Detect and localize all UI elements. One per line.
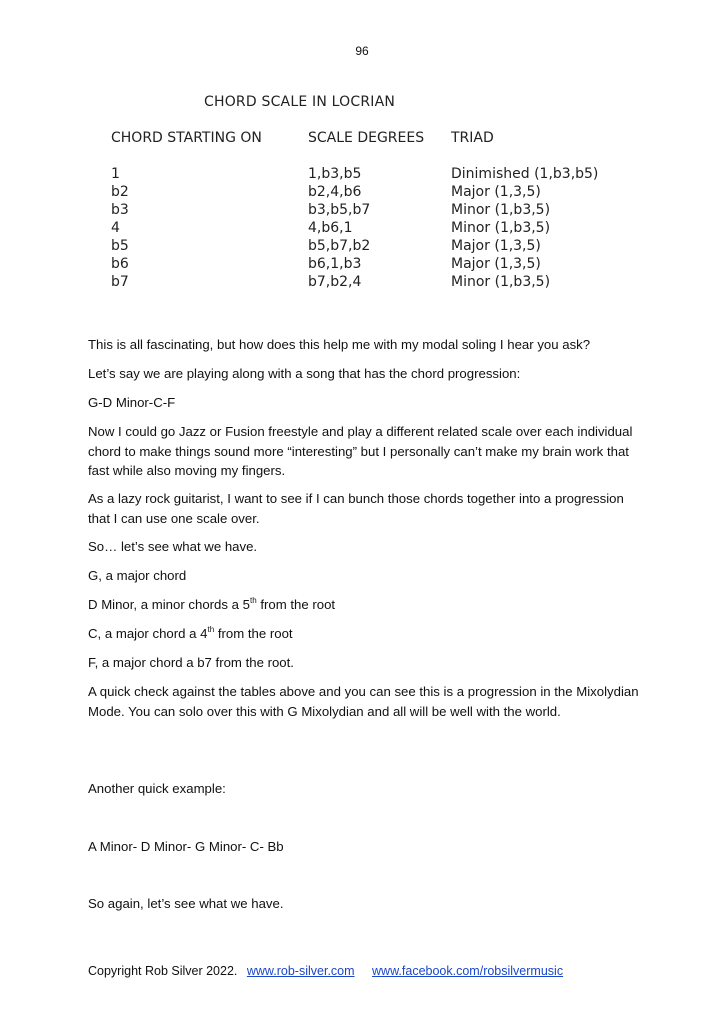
paragraph-progression-2: A Minor- D Minor- G Minor- C- Bb (88, 839, 284, 854)
cell-triad: Minor (1,b3,5) (451, 202, 551, 218)
table-title: CHORD SCALE IN LOCRIAN (204, 94, 396, 110)
cell-degrees: b2,4,b6 (308, 184, 362, 200)
table-row (0, 237, 724, 255)
paragraph-lazy-rock: As a lazy rock guitarist, I want to see if I can bunch those chords together into a progression that I can use one scale over. (88, 491, 624, 526)
header-chord-starting-on: CHORD STARTING ON (111, 130, 262, 146)
cell-triad: Minor (1,b3,5) (451, 220, 551, 236)
cell-chord: b6 (111, 256, 129, 272)
footer-website-link[interactable]: www.rob-silver.com (246, 964, 355, 978)
table-row (0, 273, 724, 291)
table-row (0, 183, 724, 201)
table-row (0, 165, 724, 183)
table-row (0, 219, 724, 237)
paragraph-d-minor (88, 595, 644, 615)
cell-degrees: 4,b6,1 (308, 220, 353, 236)
paragraph-c-major (88, 624, 644, 644)
cell-triad: Dinimished (1,b3,b5) (451, 166, 599, 182)
cell-degrees: b6,1,b3 (308, 256, 362, 272)
cell-degrees: b7,b2,4 (308, 274, 362, 290)
cell-chord: b5 (111, 238, 129, 254)
cell-triad: Major (1,3,5) (451, 184, 541, 200)
d-minor-text: D Minor, a minor chords a 5 (88, 597, 250, 612)
paragraph-lets-see: So… let’s see what we have. (88, 539, 258, 554)
cell-degrees: 1,b3,b5 (308, 166, 362, 182)
cell-triad: Minor (1,b3,5) (451, 274, 551, 290)
cell-degrees: b3,b5,b7 (308, 202, 371, 218)
paragraph-jazz-fusion: Now I could go Jazz or Fusion freestyle and play a different related scale over each individual chord to make things sound more “interesting” but I personally can’t make my brain work that fast while also moving my fingers. (88, 424, 633, 478)
footer (88, 964, 563, 978)
cell-chord: b3 (111, 202, 129, 218)
header-triad: TRIAD (451, 130, 494, 146)
c-major-text: C, a major chord a 4 (88, 626, 208, 641)
cell-chord: 1 (111, 166, 120, 182)
d-minor-superscript: th (249, 595, 257, 605)
page-number: 96 (355, 44, 369, 58)
table-row (0, 201, 724, 219)
footer-copyright: Copyright Rob Silver 2022. (88, 964, 238, 978)
paragraph-f-major: F, a major chord a b7 from the root. (88, 655, 294, 670)
paragraph-again: So again, let’s see what we have. (88, 896, 284, 911)
cell-chord: b7 (111, 274, 129, 290)
paragraph-g-major: G, a major chord (88, 568, 187, 583)
cell-degrees: b5,b7,b2 (308, 238, 371, 254)
footer-facebook-link[interactable]: www.facebook.com/robsilvermusic (372, 964, 564, 978)
paragraph-progression-intro: Let’s say we are playing along with a song that has the chord progression: (88, 366, 521, 381)
paragraph-quick-check: A quick check against the tables above and you can see this is a progression in the Mixolydian Mode. You can solo over this with G Mixolydian and all will be well with the world. (88, 684, 639, 719)
d-minor-tail: from the root (256, 597, 336, 612)
c-major-tail: from the root (214, 626, 293, 641)
cell-triad: Major (1,3,5) (451, 256, 541, 272)
header-scale-degrees: SCALE DEGREES (308, 130, 425, 146)
paragraph-another-example: Another quick example: (88, 781, 226, 796)
cell-triad: Major (1,3,5) (451, 238, 541, 254)
paragraph-progression-1: G-D Minor-C-F (88, 395, 176, 410)
paragraph-question: This is all fascinating, but how does this help me with my modal soling I hear you ask? (88, 337, 591, 352)
table-row (0, 255, 724, 273)
c-major-superscript: th (207, 624, 215, 634)
cell-chord: b2 (111, 184, 129, 200)
cell-chord: 4 (111, 220, 120, 236)
table-rows (0, 165, 724, 291)
